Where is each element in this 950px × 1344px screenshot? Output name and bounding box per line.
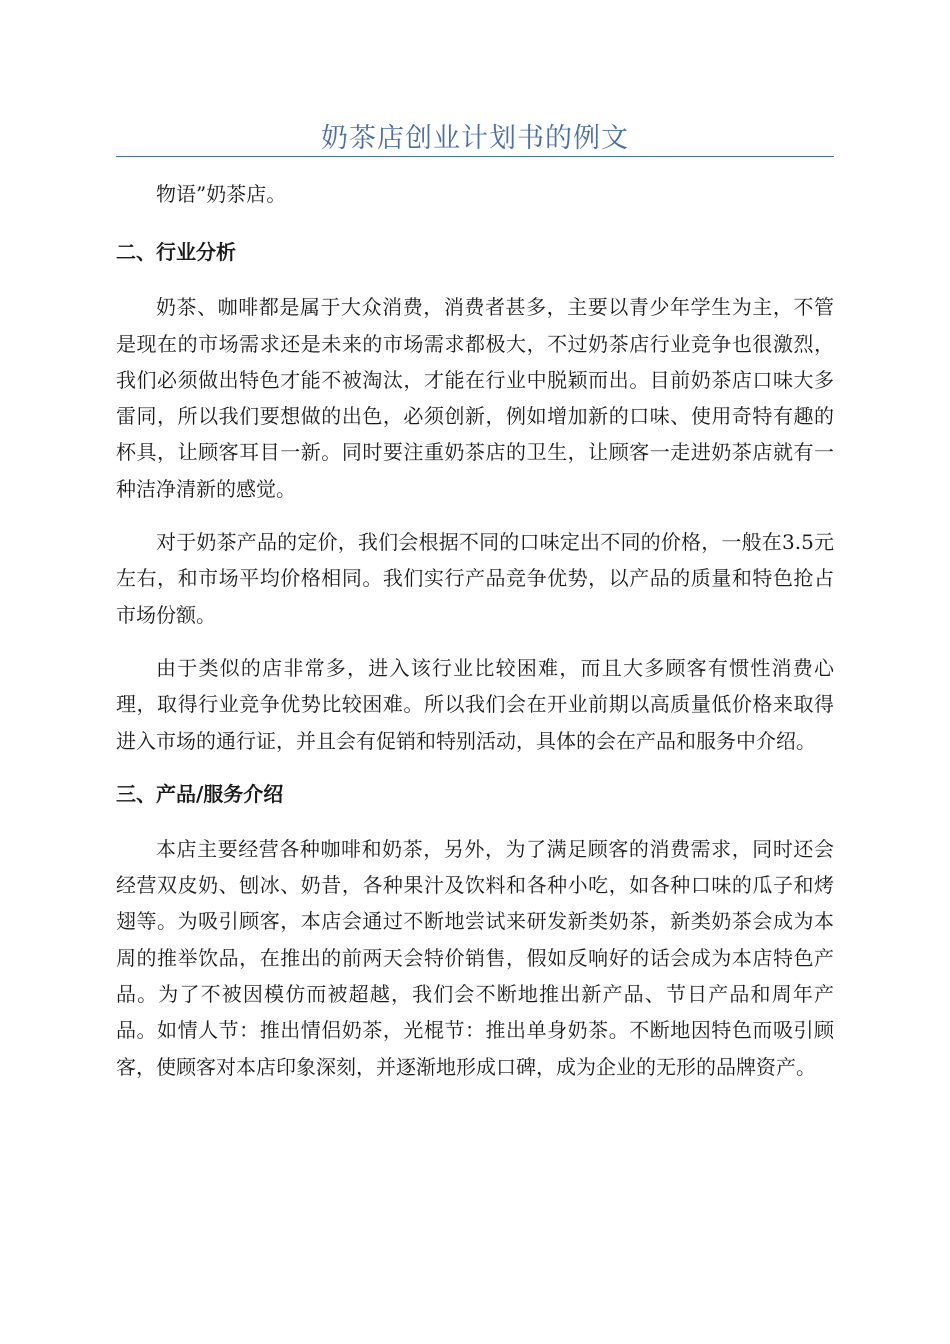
section-heading-industry-analysis: 二、行业分析: [116, 240, 236, 265]
page-header: [116, 112, 834, 157]
paragraph: 由于类似的店非常多，进入该行业比较困难，而且大多顾客有惯性消费心理，取得行业竞争优势比较困难。所以我们会在开业前期以高质量低价格来取得进入市场的通行证，并且会有促销和特别活动，具体的会在产品和服务中介绍。: [116, 655, 834, 753]
paragraph: 奶茶、咖啡都是属于大众消费，消费者甚多，主要以青少年学生为主，不管是现在的市场需求还是未来的市场需求都极大，不过奶茶店行业竞争也很激烈，我们必须做出特色才能不被淘汰，才能在行业中脱颖而出。目前奶茶店口味大多雷同，所以我们要想做的出色，必须创新，例如增加新的口味、使用奇特有趣的杯具，让顾客耳目一新。同时要注重奶茶店的卫生，让顾客一走进奶茶店就有一种洁净清新的感觉。: [116, 295, 834, 501]
document-title: 奶茶店创业计划书的例文: [321, 123, 629, 154]
paragraph: 对于奶茶产品的定价，我们会根据不同的口味定出不同的价格，一般在3.5元左右，和市场平均价格相同。我们实行产品竞争优势，以产品的质量和特色抢占市场份额。: [116, 530, 834, 627]
paragraph: 本店主要经营各种咖啡和奶茶，另外，为了满足顾客的消费需求，同时还会经营双皮奶、刨冰、奶昔，各种果汁及饮料和各种小吃，如各种口味的瓜子和烤翅等。为吸引顾客，本店会通过不断地尝试来研发新类奶茶，新类奶茶会成为本周的推举饮品，在推出的前两天会特价销售，假如反响好的话会成为本店特色产品。为了不被因模仿而被超越，我们会不断地推出新产品、节日产品和周年产品。如情人节：推出情侣奶茶，光棍节：推出单身奶茶。不断地因特色而吸引顾客，使顾客对本店印象深刻，并逐渐地形成口碑，成为企业的无形的品牌资产。: [116, 836, 834, 1079]
document-body: [116, 176, 834, 1085]
section-heading-products-services: 三、产品/服务介绍: [116, 781, 284, 806]
continuation-paragraph: 物语”奶茶店。: [156, 182, 287, 206]
